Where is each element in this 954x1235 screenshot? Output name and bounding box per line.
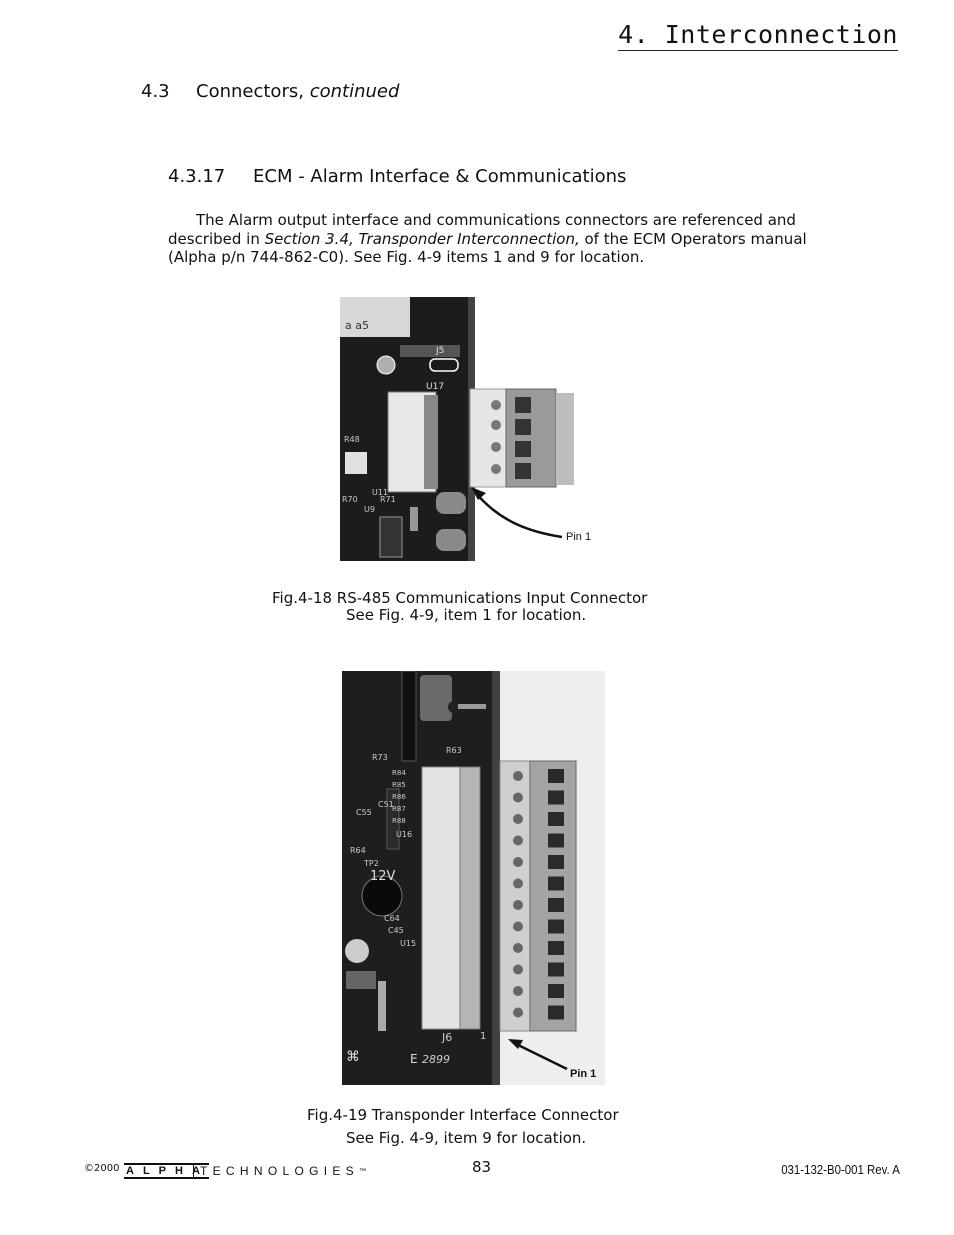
plug-screw (513, 900, 523, 910)
body-paragraph (168, 211, 808, 267)
plug-wire-slot (548, 1006, 564, 1020)
svg-text:E: E (410, 1052, 418, 1066)
figure-1-illustration (340, 297, 605, 561)
plug-wire-slot (548, 812, 564, 826)
board-logo-mark: ⌘ (346, 1049, 360, 1065)
figure-2-illustration (342, 671, 605, 1085)
logo-alpha-text: ALPHA (126, 1165, 209, 1177)
figure-1-pin-label: Pin 1 (566, 531, 592, 543)
board-mark-u15: U15 (400, 939, 417, 948)
board-mark-tp2: TP2 (364, 859, 379, 868)
body-text-part1: The Alarm output interface and communications connectors are referenced and described in (168, 211, 796, 248)
plug-screw (513, 814, 523, 824)
plug-wire-slot (548, 769, 564, 783)
board-mark-r48: R48 (344, 435, 360, 444)
plug-screw (513, 836, 523, 846)
board-mark-r86: R86 (392, 793, 406, 801)
plug-screw (513, 943, 523, 953)
figure-1-caption-line1: Fig.4-18 RS-485 Communications Input Connector (272, 589, 648, 607)
plug-wire-slot (548, 855, 564, 869)
board-mark-u17: U17 (426, 382, 445, 392)
footer-logo-technologies (193, 1164, 366, 1179)
plug-screw (513, 879, 523, 889)
plug-screw (513, 771, 523, 781)
plug-wire-slot (548, 834, 564, 848)
board-mark-c45: C45 (388, 926, 404, 935)
board-mark-r63: R63 (446, 746, 462, 755)
chapter-title: 4. Interconnection (618, 20, 898, 49)
figure-1-caption-line2: See Fig. 4-9, item 1 for location. (346, 606, 587, 624)
section-number: 4.3 (141, 81, 170, 102)
plug-screw (513, 1008, 523, 1018)
board-mark-r71: R71 (380, 495, 396, 504)
board-mark-r70: R70 (342, 495, 358, 504)
board-mark-r85: R85 (392, 781, 406, 789)
logo-trademark: ™ (358, 1168, 366, 1175)
plug-wire-slot (548, 791, 564, 805)
board-mark-r73: R73 (372, 753, 388, 762)
board-stamp: 2899 (422, 1053, 450, 1066)
plug-wire-slot (548, 898, 564, 912)
body-text-reference: Section 3.4, Transponder Interconnection, (264, 229, 580, 248)
document-number: 031-132-B0-001 Rev. A (781, 1162, 900, 1177)
plug-screw (513, 922, 523, 932)
board-mark-u11: U11 (372, 488, 389, 497)
subsection-title: ECM - Alarm Interface & Communications (253, 166, 627, 187)
page-number: 83 (472, 1158, 492, 1176)
board-mark-12v: 12V (370, 869, 396, 884)
plug-wire-slot (548, 941, 564, 955)
plug-wire-slot (548, 963, 564, 977)
board-mark-r64: R64 (350, 846, 366, 855)
subsection-heading (168, 166, 626, 187)
board-mark-u16: U16 (396, 830, 413, 839)
plug-wire-slot (548, 920, 564, 934)
board-mark-r87: R87 (392, 805, 406, 813)
section-heading (141, 81, 399, 102)
board-mark-r88: R88 (392, 817, 406, 825)
plug-screw (513, 986, 523, 996)
section-title-suffix: continued (309, 81, 400, 102)
footer-copyright: ©2000 (84, 1163, 120, 1174)
body-text-part2: of the ECM Operators manual (Alpha p/n 744-862-C0). See Fig. 4-9 items 1 and 9 for location. (168, 229, 807, 267)
figure-2-caption-line2: See Fig. 4-9, item 9 for location. (346, 1129, 587, 1147)
plug-screw (513, 793, 523, 803)
plug-screw (513, 857, 523, 867)
figure-2-photo (342, 671, 605, 1085)
board-mark-j6: J6 (442, 1031, 453, 1044)
logo-technologies-text: TECHNOLOGIES (200, 1164, 359, 1178)
board-mark-c51: C51 (378, 800, 394, 809)
figure-1-photo (340, 297, 605, 561)
board-mark-1: 1 (480, 1031, 487, 1042)
board-mark-c64: C64 (384, 914, 400, 923)
plug-wire-slot (548, 877, 564, 891)
board-mark-u9: U9 (364, 505, 375, 514)
figure-2-pin-label: Pin 1 (570, 1068, 597, 1080)
plug-screw (513, 965, 523, 975)
svg-text:a a5: a a5 (345, 319, 369, 332)
plug-wire-slot (548, 984, 564, 998)
board-mark-c55: C55 (356, 808, 372, 817)
subsection-number: 4.3.17 (168, 166, 226, 187)
board-mark-j5: J5 (436, 346, 445, 356)
figure-2-caption-line1: Fig.4-19 Transponder Interface Connector (307, 1106, 619, 1124)
section-title: Connectors, (196, 81, 304, 102)
board-mark-r84: R84 (392, 769, 406, 777)
